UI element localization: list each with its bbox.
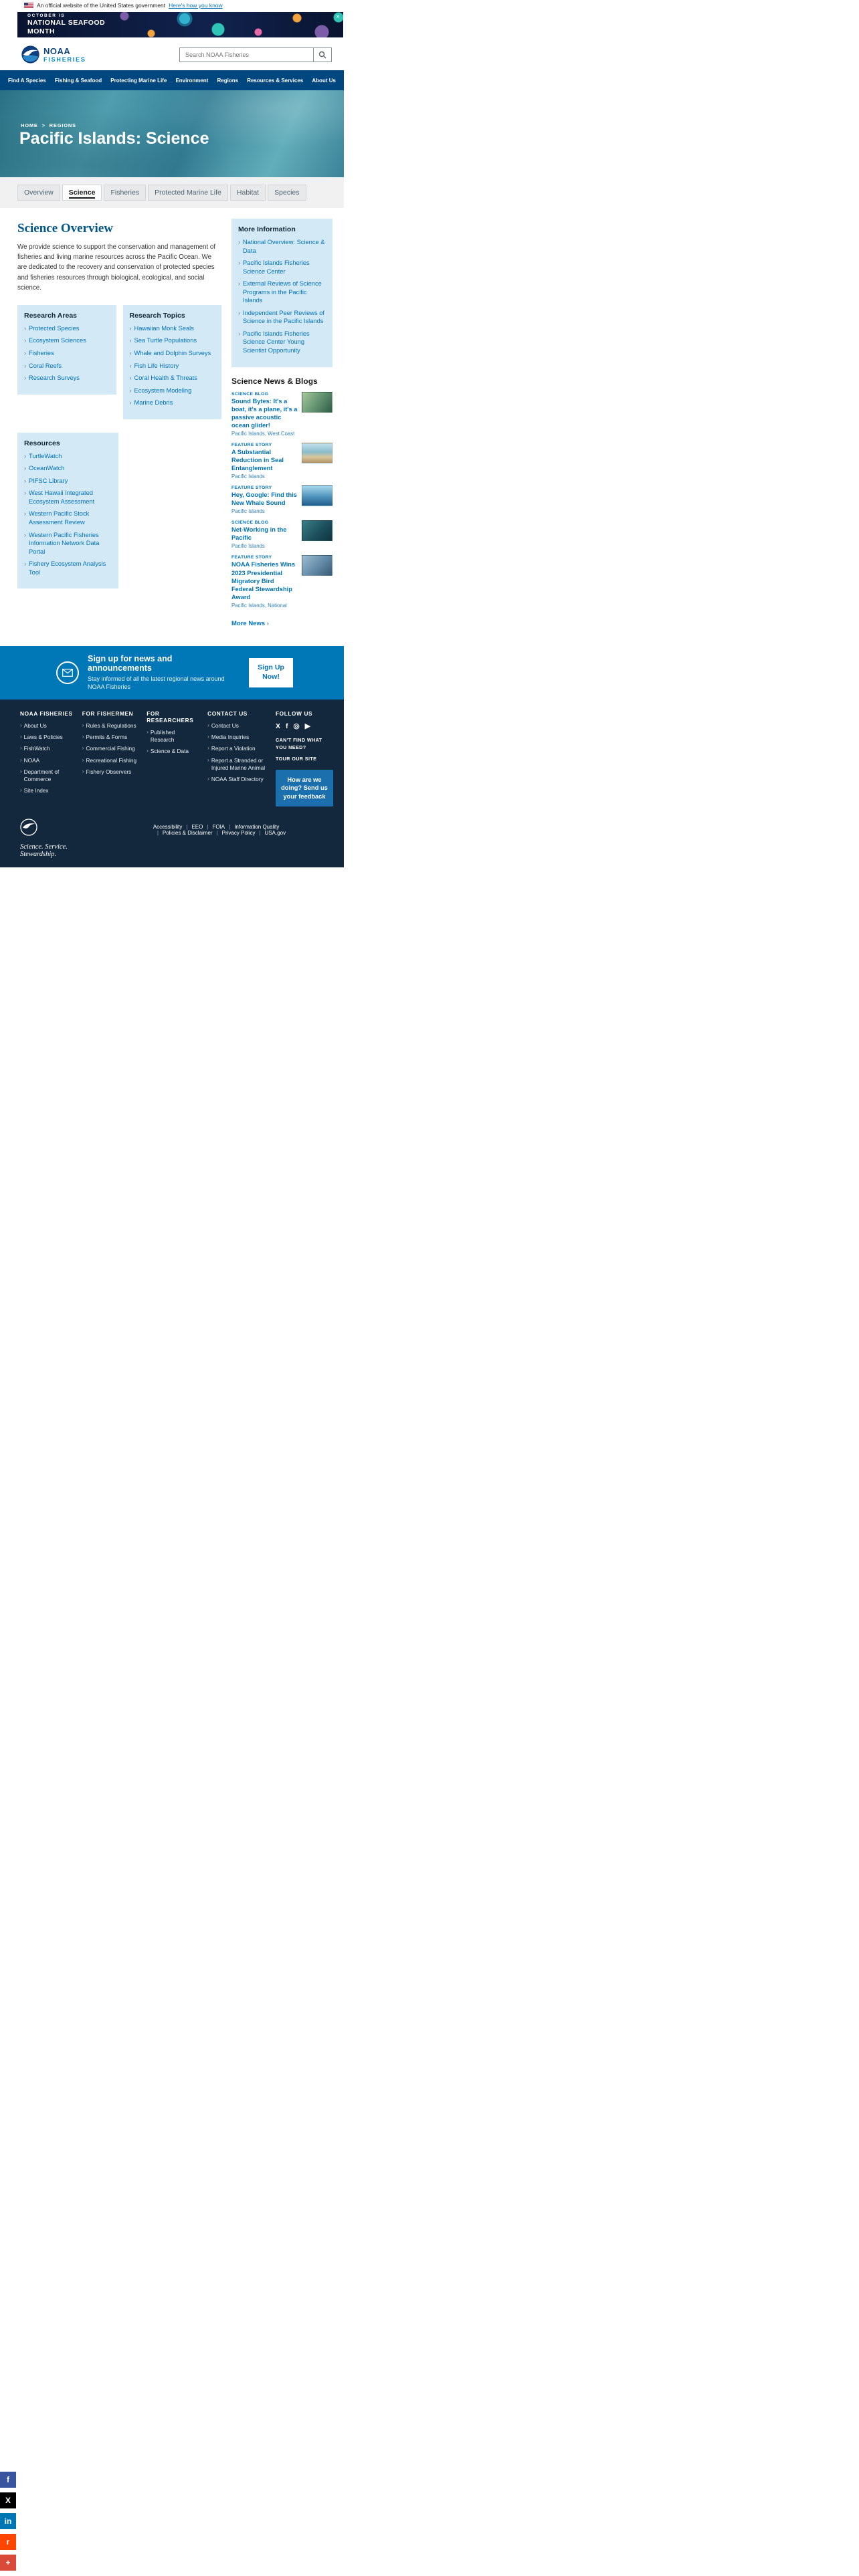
more-news-link[interactable]: More News › (231, 619, 269, 627)
promo-kicker: OCTOBER IS (27, 13, 66, 19)
chevron-right-icon: › (147, 729, 149, 735)
section-tabbar (0, 177, 344, 208)
chevron-right-icon: › (129, 374, 132, 382)
panel-link-list (130, 324, 215, 407)
panel-link-label: Marine Debris (134, 399, 173, 407)
panel-link[interactable] (24, 510, 112, 526)
panel-link-label: External Reviews of Science Programs in the Pacific Islands (242, 280, 322, 304)
legal-link[interactable]: | Privacy Policy (213, 830, 256, 836)
panel-link-label: Sea Turtle Populations (134, 337, 197, 344)
news-category: SCIENCE BLOG (231, 520, 269, 526)
tab-protected-marine-life[interactable]: Protected Marine Life (148, 185, 228, 201)
footer-link-list (207, 722, 267, 783)
x-icon[interactable]: X (276, 722, 281, 730)
chevron-right-icon: › (24, 349, 26, 356)
more-share-icon[interactable]: + (0, 2555, 16, 2571)
footer-column-for-fishermen (82, 710, 138, 807)
newsletter-subtitle: Stay informed of all the latest regional news around NOAA Fisheries (88, 675, 225, 691)
social-icons (276, 722, 333, 730)
panel-link-label: National Overview: Science & Data (242, 239, 325, 254)
footer-link-label: Department of Commerce (23, 768, 60, 782)
legal-link[interactable]: | FOIA (203, 824, 225, 830)
resources-panel (17, 433, 118, 589)
footer-link[interactable] (207, 734, 267, 741)
gov-banner (0, 0, 344, 11)
main-content (0, 208, 344, 629)
panel-link[interactable] (238, 259, 326, 276)
panel-link-label: Ecosystem Modeling (134, 387, 192, 394)
footer-link[interactable] (20, 745, 74, 752)
chevron-right-icon: › (24, 337, 26, 344)
chevron-right-icon: › (24, 477, 26, 484)
panel-link[interactable] (238, 280, 326, 305)
noaa-logo-outline-icon (20, 819, 37, 836)
noaa-logo-icon (21, 45, 39, 64)
newsletter-title: Sign up for news and announcements (88, 653, 173, 673)
noaa-fisheries-logo[interactable] (21, 45, 86, 64)
chevron-right-icon: › (237, 259, 240, 267)
research-panels (17, 305, 221, 419)
chevron-right-icon: › (82, 734, 84, 740)
footer-link[interactable] (82, 734, 138, 741)
news-section-heading: Science News & Blogs (231, 376, 318, 386)
panel-link-label: West Hawaii Integrated Ecosystem Assessment (29, 490, 95, 505)
nav-item[interactable]: Protecting Marine Life (110, 77, 167, 84)
panel-link-label: Whale and Dolphin Surveys (134, 349, 211, 356)
footer-link-label: Permits & Forms (86, 734, 128, 741)
chevron-right-icon: › (82, 745, 84, 752)
how-you-know-link[interactable]: Here's how you know (169, 2, 223, 9)
chevron-right-icon: › (24, 490, 26, 497)
seafood-month-banner[interactable] (17, 12, 343, 37)
footer-link[interactable] (207, 776, 267, 783)
chevron-right-icon: › (147, 748, 149, 754)
news-item (231, 555, 332, 608)
panel-link-label: Protected Species (29, 324, 80, 332)
nav-item[interactable]: Resources & Services (247, 77, 304, 84)
panel-link[interactable] (130, 324, 215, 333)
news-thumbnail[interactable] (302, 486, 332, 506)
panel-link-label: Coral Health & Threats (134, 374, 197, 382)
news-item (231, 486, 332, 514)
panel-title: Resources (24, 439, 60, 447)
news-title-link[interactable]: Sound Bytes: It's a boat, it's a plane, it's a passive acoustic ocean glider! (231, 397, 298, 429)
newsletter-text (88, 654, 238, 691)
footer-link-label: NOAA Staff Directory (211, 775, 264, 782)
news-region: Pacific Islands (231, 508, 265, 515)
footer-columns (20, 710, 333, 807)
breadcrumb-home-link[interactable]: HOME (21, 122, 38, 128)
facebook-share-icon[interactable]: f (0, 2472, 16, 2488)
footer-link[interactable] (207, 745, 267, 752)
footer-column-heading: FOR RESEARCHERS (147, 710, 194, 724)
linkedin-share-icon[interactable]: in (0, 2513, 16, 2529)
panel-link-label: Pacific Islands Fisheries Science Center Young Scientist Opportunity (242, 330, 310, 354)
footer-link-label: Rules & Regulations (86, 722, 136, 729)
chevron-right-icon: › (82, 768, 84, 774)
panel-link-label: Ecosystem Sciences (29, 337, 86, 344)
chevron-right-icon: › (237, 330, 240, 337)
panel-link-label: Pacific Islands Fisheries Science Center (242, 259, 310, 275)
chevron-right-icon: › (24, 510, 26, 518)
chevron-right-icon: › (20, 722, 22, 728)
panel-link[interactable] (24, 560, 112, 576)
news-category: FEATURE STORY (231, 442, 272, 447)
footer-column-heading: NOAA FISHERIES (20, 710, 73, 717)
chevron-right-icon: › (237, 280, 240, 288)
newsletter-signup-band (0, 646, 344, 700)
chevron-right-icon: › (129, 399, 132, 407)
tab-science[interactable]: Science (62, 185, 102, 201)
site-footer (0, 700, 344, 867)
brand-name: NOAA (43, 46, 71, 56)
chevron-right-icon: › (82, 756, 84, 763)
facebook-icon[interactable]: f (286, 722, 288, 730)
footer-column-for-researchers (147, 710, 199, 807)
legal-link[interactable]: Accessibility (153, 824, 183, 831)
youtube-icon[interactable]: ▶ (304, 722, 310, 730)
news-item-text (231, 392, 298, 437)
science-overview-text: We provide science to support the conservation and management of fisheries and living marine resources across the Pacific Ocean. We are dedicated to the recovery and conservation of protected species and fisheries resources through biological, ecological, and social science. (17, 243, 216, 292)
footer-column-noaa-fisheries (20, 710, 74, 807)
chevron-right-icon: › (207, 756, 209, 763)
page-title: Pacific Islands: Science (19, 129, 209, 148)
nav-item[interactable]: Find A Species (8, 77, 46, 84)
cant-find-text: CAN'T FIND WHAT YOU NEED? (276, 737, 322, 750)
news-item (231, 392, 332, 437)
panel-link[interactable] (238, 309, 326, 326)
footer-column-heading: FOLLOW US (276, 710, 313, 717)
panel-title: Research Topics (129, 311, 185, 320)
panel-link-label: Fish Life History (134, 362, 179, 369)
panel-link[interactable] (24, 374, 110, 383)
chevron-right-icon: › (129, 337, 132, 344)
panel-link[interactable] (130, 349, 215, 358)
panel-link-label: TurtleWatch (29, 452, 62, 459)
chevron-right-icon: › (20, 768, 22, 774)
tab-fisheries[interactable]: Fisheries (104, 185, 146, 201)
chevron-right-icon: › (129, 362, 132, 369)
envelope-icon (56, 661, 79, 684)
legal-links (153, 824, 333, 836)
research-areas-panel (17, 305, 116, 395)
footer-link[interactable] (82, 745, 138, 752)
news-item-text (231, 555, 298, 608)
chevron-right-icon: › (237, 309, 240, 316)
tab-overview[interactable]: Overview (17, 185, 60, 201)
footer-link-label: Contact Us (211, 722, 239, 729)
news-item (231, 443, 332, 479)
panel-link-label: Fishery Ecosystem Analysis Tool (29, 560, 106, 576)
footer-link-label: About Us (23, 722, 47, 729)
news-item (231, 520, 332, 549)
news-region: Pacific Islands (231, 543, 265, 550)
footer-link[interactable] (82, 757, 138, 764)
footer-link[interactable] (207, 722, 267, 730)
news-thumbnail[interactable] (302, 392, 332, 413)
news-list (231, 392, 332, 609)
news-title-link[interactable]: A Substantial Reduction in Seal Entanglement (231, 448, 284, 472)
chevron-right-icon: › (24, 452, 26, 459)
news-region: Pacific Islands, National (231, 602, 287, 609)
panel-link-label: Independent Peer Reviews of Science in the Pacific Islands (242, 309, 324, 325)
footer-link-list (82, 722, 138, 776)
instagram-icon[interactable]: ◎ (293, 722, 300, 730)
panel-link[interactable] (130, 399, 215, 407)
feedback-button[interactable]: How are we doing? Send us your feedback (276, 770, 333, 807)
footer-link-label: FishWatch (23, 745, 50, 752)
close-icon[interactable]: × (336, 13, 340, 21)
promo-title: NATIONAL SEAFOOD MONTH (27, 19, 106, 35)
panel-link-list (238, 238, 326, 355)
share-toolbar (0, 2472, 16, 2571)
panel-link-list (24, 324, 110, 383)
chevron-right-icon: › (207, 775, 209, 782)
chevron-right-icon: › (24, 362, 26, 369)
site-header (0, 39, 344, 70)
panel-link-label: Fisheries (29, 349, 54, 356)
panel-link-list (24, 452, 112, 577)
nav-item[interactable]: Environment (175, 77, 209, 84)
footer-link[interactable] (147, 729, 199, 744)
chevron-right-icon: › (207, 722, 209, 728)
footer-link-list (20, 722, 74, 794)
footer-link-label: NOAA (23, 756, 40, 764)
panel-link-label: PIFSC Library (29, 477, 68, 484)
panel-link[interactable] (24, 336, 110, 345)
more-information-panel (231, 219, 332, 367)
search-button[interactable] (313, 47, 332, 62)
panel-link-label: Western Pacific Fisheries Information Network Data Portal (29, 531, 100, 555)
noaa-tagline: Science. Service. Stewardship. (20, 843, 68, 859)
panel-link[interactable] (24, 452, 112, 461)
news-item-text (231, 486, 298, 514)
panel-link[interactable] (24, 531, 112, 556)
section-tabs (17, 185, 344, 201)
science-overview-heading: Science Overview (17, 221, 113, 235)
chevron-right-icon: › (20, 787, 22, 794)
news-item-text (231, 520, 298, 549)
legal-link[interactable]: | USA.gov (255, 830, 286, 836)
search-icon (318, 51, 326, 59)
primary-nav (0, 70, 344, 90)
tab-species[interactable]: Species (268, 185, 306, 201)
footer-column-heading: FOR FISHERMEN (82, 710, 134, 717)
footer-column-follow-us (276, 710, 333, 807)
footer-link[interactable] (20, 757, 74, 764)
chevron-right-icon: › (20, 745, 22, 752)
news-thumbnail[interactable] (302, 443, 332, 463)
footer-link-label: Commercial Fishing (86, 745, 135, 752)
chevron-right-icon: › (266, 619, 269, 627)
footer-link[interactable] (20, 722, 74, 730)
tab-habitat[interactable]: Habitat (230, 185, 266, 201)
brand-sub: FISHERIES (43, 56, 86, 63)
panel-link[interactable] (24, 362, 110, 370)
us-flag-icon (24, 3, 33, 8)
footer-link-label: Science & Data (150, 748, 189, 755)
footer-link[interactable] (20, 768, 74, 783)
chevron-right-icon: › (82, 722, 84, 728)
legal-link[interactable]: | EEO (182, 824, 203, 830)
panel-link-label: Coral Reefs (29, 362, 62, 369)
footer-column-heading: CONTACT US (207, 710, 248, 717)
footer-link-label: Laws & Policies (23, 734, 63, 741)
hero-banner (0, 90, 344, 177)
breadcrumb-regions-link[interactable]: REGIONS (49, 122, 76, 128)
news-title-link[interactable]: Hey, Google: Find this New Whale Sound (231, 492, 297, 507)
news-category: SCIENCE BLOG (231, 391, 269, 397)
footer-brand (20, 819, 80, 858)
footer-link[interactable] (147, 748, 199, 755)
news-thumbnail[interactable] (302, 520, 332, 541)
panel-link[interactable] (130, 362, 215, 370)
chevron-right-icon: › (129, 324, 132, 332)
brand-wordmark (43, 46, 86, 63)
nav-item[interactable]: About Us (312, 77, 336, 84)
footer-link-label: Report a Violation (211, 745, 256, 752)
panel-link[interactable] (238, 330, 326, 355)
footer-bottom (20, 819, 333, 858)
breadcrumb (21, 122, 76, 128)
chevron-right-icon: › (129, 387, 132, 394)
chevron-right-icon: › (24, 560, 26, 568)
footer-link-label: Published Research (150, 729, 175, 744)
footer-link-label: Recreational Fishing (86, 756, 137, 764)
chevron-right-icon: › (24, 531, 26, 538)
panel-link[interactable] (24, 489, 112, 506)
panel-link-label: Research Surveys (29, 374, 80, 382)
sign-up-button[interactable]: Sign Up Now! (249, 658, 293, 687)
research-topics-panel (123, 305, 222, 419)
footer-link-label: Site Index (23, 787, 49, 794)
chevron-right-icon: › (24, 465, 26, 472)
panel-title: Research Areas (24, 311, 77, 320)
panel-link[interactable] (24, 477, 112, 486)
panel-link[interactable] (130, 387, 215, 395)
panel-link-label: OceanWatch (29, 465, 65, 472)
legal-link[interactable]: | Policies & Disclaimer (153, 830, 213, 836)
news-item-text (231, 443, 298, 479)
footer-link[interactable] (207, 757, 267, 772)
panel-link-label: Western Pacific Stock Assessment Review (29, 510, 90, 526)
news-title-link[interactable]: NOAA Fisheries Wins 2023 Presidential Migratory Bird Federal Stewardship Award (231, 561, 296, 601)
news-title-link[interactable]: Net-Working in the Pacific (231, 526, 287, 542)
nav-item[interactable]: Regions (217, 77, 239, 84)
panel-link[interactable] (238, 238, 326, 255)
panel-title: More Information (237, 225, 296, 233)
chevron-right-icon: › (207, 734, 209, 740)
footer-link[interactable] (82, 722, 138, 730)
page (0, 0, 344, 867)
footer-column-contact-us (207, 710, 267, 807)
nav-item[interactable]: Fishing & Seafood (54, 77, 102, 84)
tour-our-site-link[interactable]: TOUR OUR SITE (276, 755, 317, 762)
panel-link[interactable] (24, 324, 110, 333)
panel-link-label: Hawaiian Monk Seals (134, 324, 194, 332)
news-region: Pacific Islands, West Coast (231, 430, 295, 437)
news-category: FEATURE STORY (231, 486, 272, 491)
chevron-right-icon: › (129, 349, 132, 356)
footer-link[interactable] (82, 768, 138, 776)
footer-link[interactable] (20, 787, 74, 794)
sidebar-column (231, 219, 332, 629)
footer-link-label: Media Inquiries (211, 734, 250, 741)
chevron-right-icon: › (237, 239, 240, 245)
footer-link-label: Report a Stranded or Injured Marine Animal (211, 756, 266, 771)
footer-link-list (147, 729, 199, 756)
panel-link[interactable] (130, 336, 215, 345)
search-input[interactable] (179, 47, 313, 62)
legal-link[interactable]: | Information Quality (225, 824, 279, 830)
chevron-right-icon: › (20, 734, 22, 740)
gov-banner-text: An official website of the United States government (37, 2, 166, 9)
chevron-right-icon: › (20, 756, 22, 763)
chevron-right-icon: › (24, 374, 26, 382)
news-category: FEATURE STORY (231, 555, 272, 560)
chevron-right-icon: › (24, 324, 26, 332)
site-search (179, 47, 332, 62)
main-column (17, 219, 221, 629)
reddit-share-icon[interactable]: r (0, 2534, 16, 2550)
panel-link[interactable] (130, 374, 215, 383)
chevron-right-icon: › (207, 745, 209, 752)
panel-link[interactable] (24, 349, 110, 358)
x-share-icon[interactable]: X (0, 2492, 16, 2508)
news-thumbnail[interactable] (302, 555, 332, 576)
breadcrumb-separator: > (41, 122, 45, 128)
footer-link[interactable] (20, 734, 74, 741)
panel-link[interactable] (24, 464, 112, 473)
footer-link-label: Fishery Observers (86, 768, 132, 775)
news-region: Pacific Islands (231, 473, 265, 480)
